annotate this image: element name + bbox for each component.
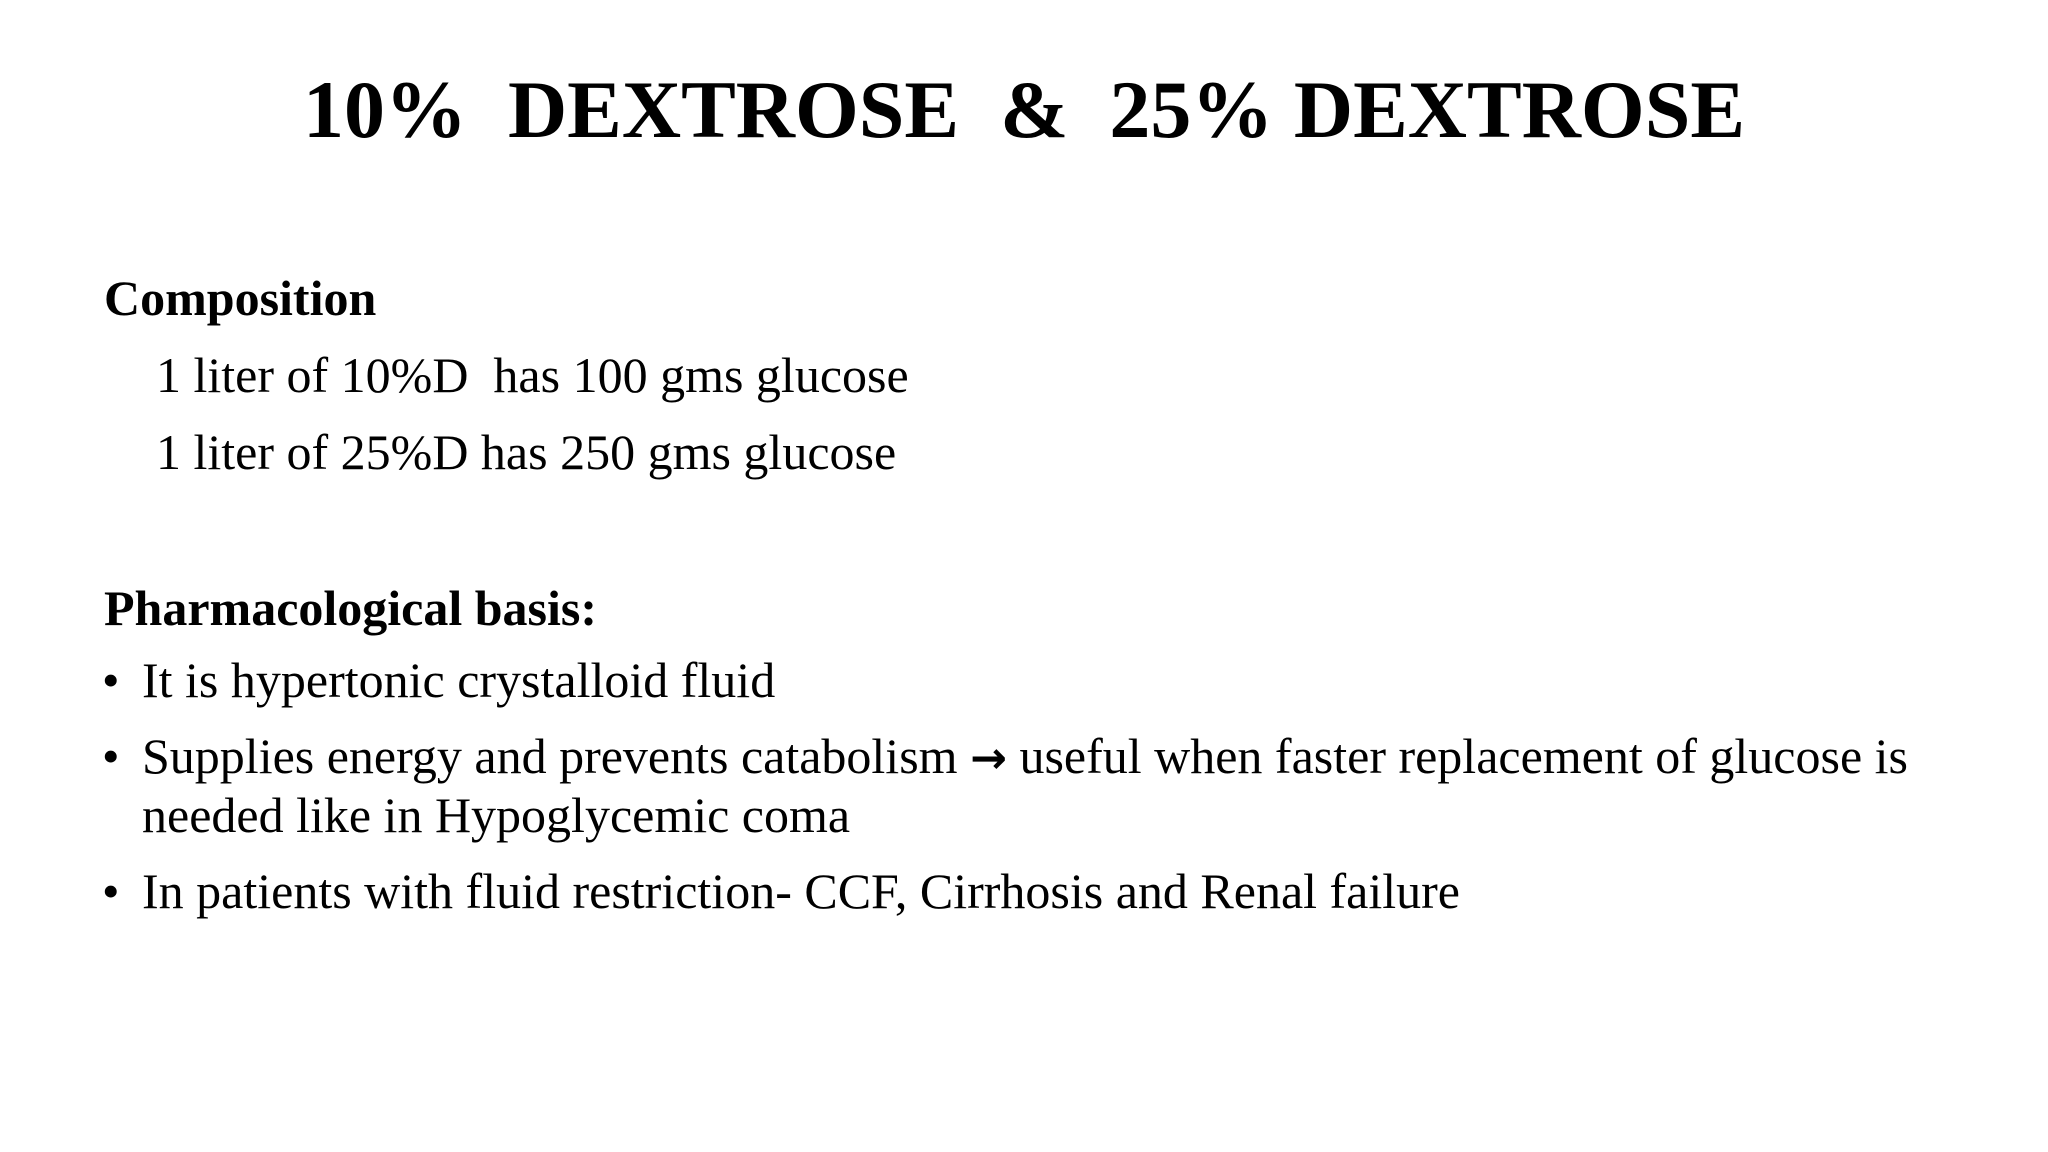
- list-item: [100, 863, 2000, 919]
- pharmacological-basis-list: [100, 652, 2000, 939]
- bullet-icon: •: [102, 863, 120, 919]
- bullet-icon: •: [102, 652, 120, 708]
- list-item: [100, 652, 2000, 708]
- bullet-text: It is hypertonic crystalloid fluid: [142, 652, 776, 708]
- composition-line-10-percent: 1 liter of 10%D has 100 gms glucose: [156, 347, 909, 403]
- slide-title: 10% DEXTROSE & 25% DEXTROSE: [302, 64, 1746, 155]
- bullet-text: [142, 728, 2000, 843]
- pharmacological-basis-heading: Pharmacological basis:: [104, 580, 598, 636]
- composition-heading: Composition: [104, 270, 377, 326]
- right-arrow-icon: →: [970, 733, 1007, 784]
- composition-line-25-percent: 1 liter of 25%D has 250 gms glucose: [156, 424, 897, 480]
- bullet-text-after-arrow: useful when faster replacement of glucose is needed like in Hypoglycemic coma: [142, 728, 1908, 843]
- bullet-text: In patients with fluid restriction- CCF, Cirrhosis and Renal failure: [142, 863, 1460, 919]
- list-item: [100, 728, 2000, 843]
- bullet-text-before-arrow: Supplies energy and prevents catabolism: [142, 728, 971, 784]
- bullet-icon: •: [102, 728, 120, 784]
